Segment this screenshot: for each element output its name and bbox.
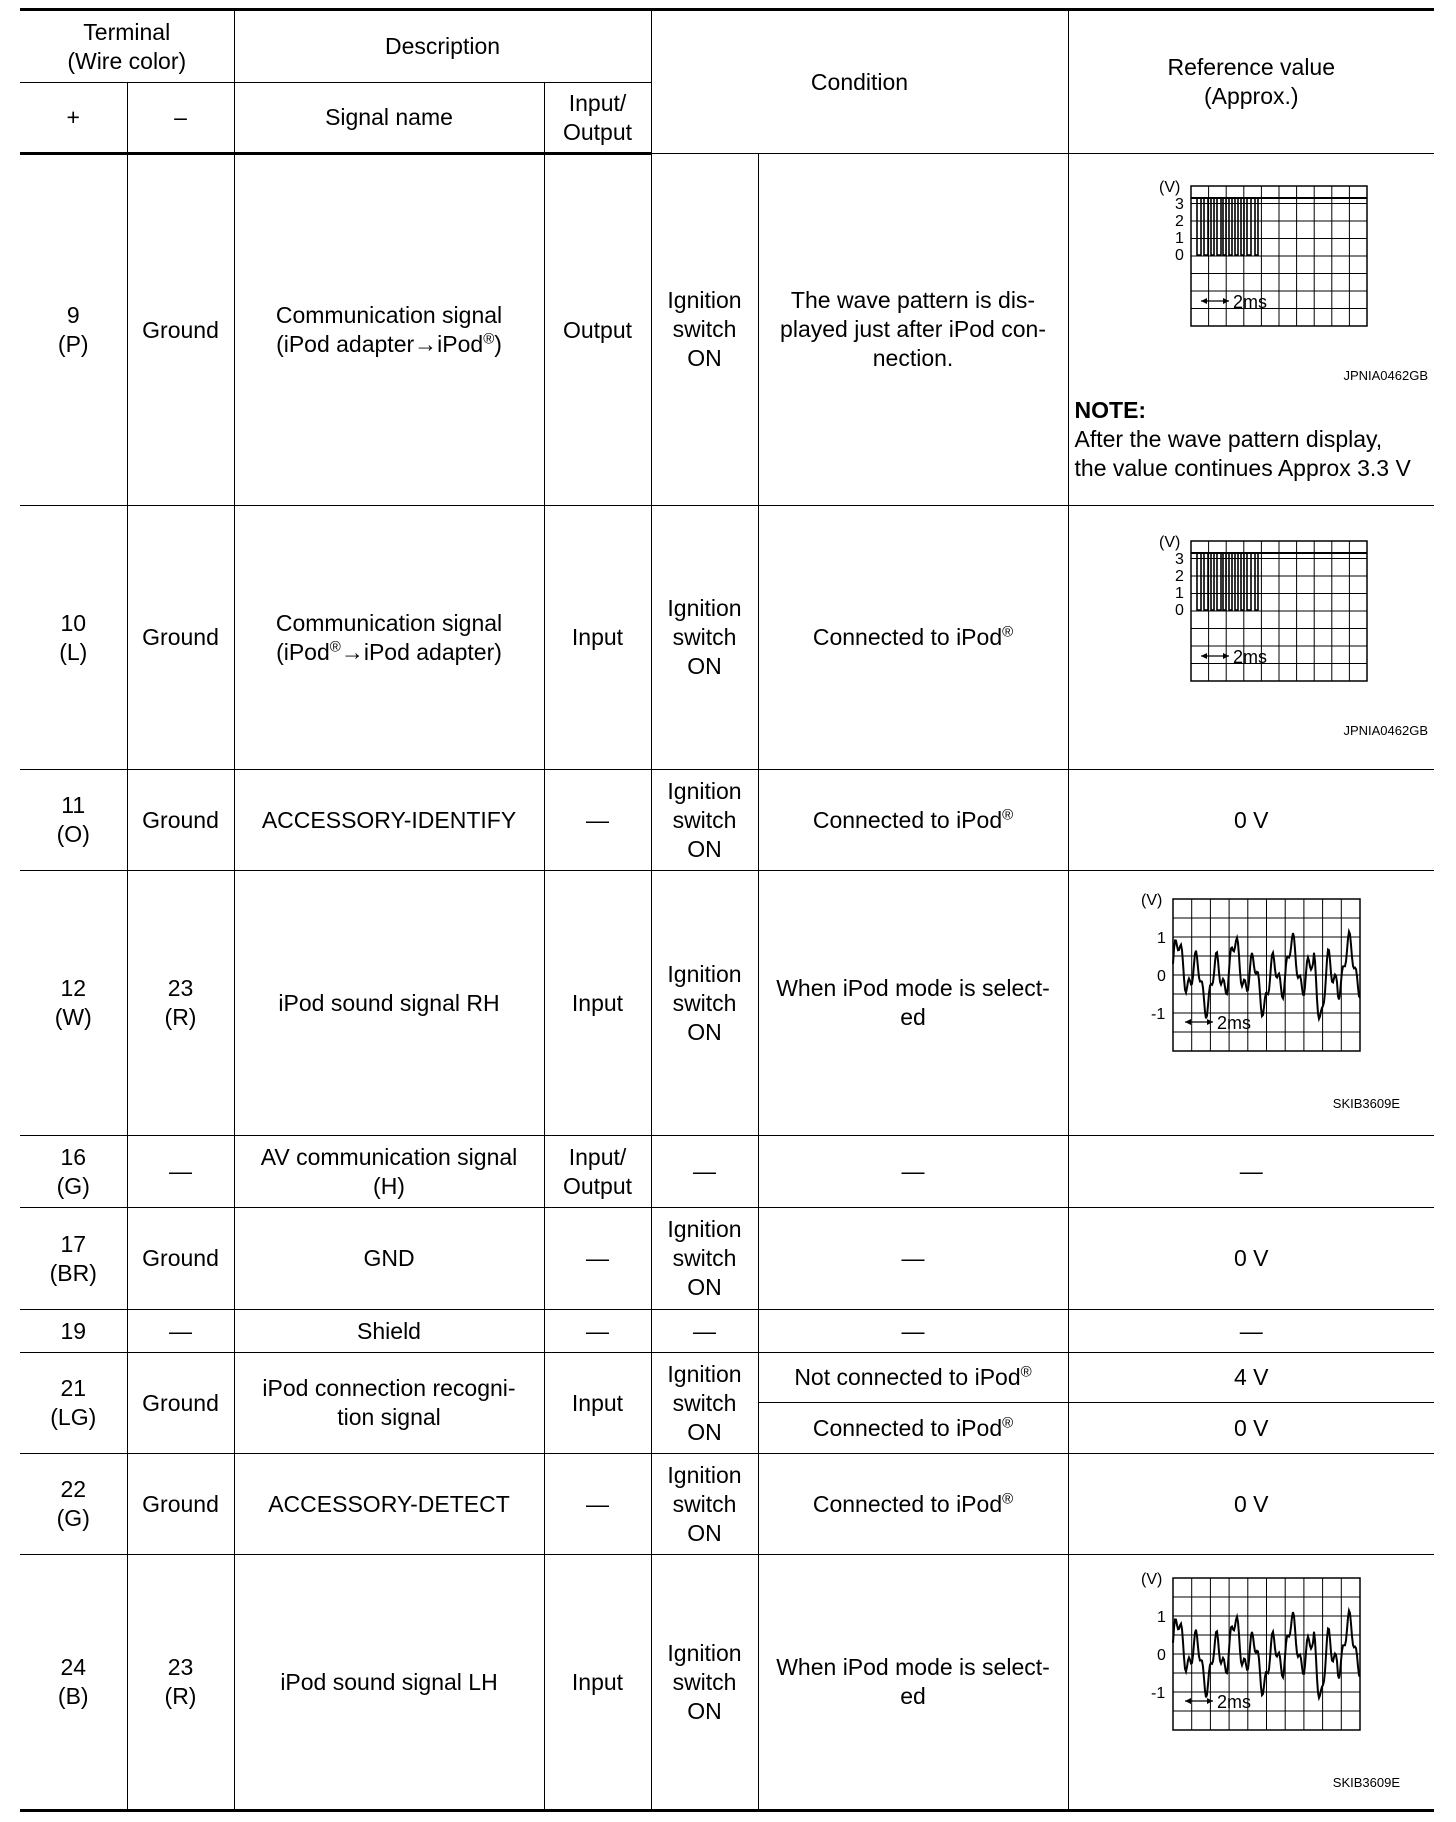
condition-state: Ignition switch ON: [651, 154, 758, 506]
header-reference-value: Reference value (Approx.): [1068, 10, 1434, 154]
time-scale-arrow: [1185, 1019, 1191, 1025]
input-output: Input: [544, 871, 651, 1136]
table-row: [20, 1136, 1434, 1208]
condition-detail: Not connected to iPod®: [758, 1353, 1068, 1403]
condition-detail: Connected to iPod®: [758, 506, 1068, 770]
table-row: [20, 1555, 1434, 1811]
input-output: Input/ Output: [544, 1136, 651, 1208]
table-row: [20, 871, 1434, 1136]
audio-waveform-graph: [1121, 1568, 1381, 1758]
signal-name: GND: [234, 1208, 544, 1310]
signal-name: ACCESSORY-DETECT: [234, 1454, 544, 1555]
signal-name: iPod sound signal LH: [234, 1555, 544, 1811]
y-tick-label: 2: [1175, 213, 1185, 230]
terminal-minus: Ground: [127, 154, 234, 506]
reference-value: 4 V: [1068, 1353, 1434, 1403]
figure-code: JPNIA0462GB: [1343, 368, 1429, 383]
note-text: After the wave pattern display, the value continues Approx 3.3 V: [1074, 426, 1411, 481]
figure-code: SKIB3609E: [1332, 1774, 1401, 1790]
header-input-output: Input/ Output: [544, 83, 651, 154]
terminal-minus: Ground: [127, 1208, 234, 1310]
reference-value: [1068, 506, 1434, 770]
reference-value: 0 V: [1068, 1454, 1434, 1555]
condition-state: Ignition switch ON: [651, 1555, 758, 1811]
signal-name: ACCESSORY-IDENTIFY: [234, 770, 544, 871]
header-description: Description: [234, 10, 651, 83]
condition-detail: Connected to iPod®: [758, 1454, 1068, 1555]
y-tick-label: 3: [1175, 196, 1185, 213]
signal-name: iPod sound signal RH: [234, 871, 544, 1136]
terminal-plus: 10 (L): [20, 506, 127, 770]
terminal-minus: —: [127, 1310, 234, 1353]
reference-value: [1068, 154, 1434, 506]
table-row: [20, 154, 1434, 506]
terminal-minus: Ground: [127, 1353, 234, 1454]
terminal-plus: 11 (O): [20, 770, 127, 871]
condition-state: Ignition switch ON: [651, 506, 758, 770]
header-terminal: Terminal (Wire color): [20, 10, 234, 83]
terminal-plus: 21 (LG): [20, 1353, 127, 1454]
y-tick-label: 0: [1157, 1646, 1167, 1664]
terminal-minus: 23 (R): [127, 871, 234, 1136]
input-output: —: [544, 1454, 651, 1555]
reference-value: —: [1068, 1136, 1434, 1208]
y-axis-unit: (V): [1141, 1570, 1163, 1588]
signal-name: Communication signal (iPod adapter→iPod®): [234, 154, 544, 506]
condition-state: Ignition switch ON: [651, 770, 758, 871]
table-row: [20, 1208, 1434, 1310]
input-output: —: [544, 1310, 651, 1353]
input-output: —: [544, 1208, 651, 1310]
terminal-minus: Ground: [127, 770, 234, 871]
y-tick-label: 0: [1175, 247, 1185, 264]
time-scale-label: 2ms: [1217, 1691, 1252, 1712]
y-tick-label: 0: [1175, 601, 1185, 619]
reference-value: 0 V: [1068, 770, 1434, 871]
condition-state: Ignition switch ON: [651, 1208, 758, 1310]
terminal-minus: 23 (R): [127, 1555, 234, 1811]
note-title: NOTE:: [1074, 397, 1147, 423]
input-output: Input: [544, 1555, 651, 1811]
y-tick-label: 2: [1175, 567, 1185, 585]
terminal-plus: 17 (BR): [20, 1208, 127, 1310]
terminal-spec-table: [20, 8, 1434, 1812]
terminal-plus: 19: [20, 1310, 127, 1353]
condition-detail: Connected to iPod®: [758, 1403, 1068, 1454]
reference-value: [1068, 871, 1434, 1136]
table-row: [20, 770, 1434, 871]
table-row: [20, 1454, 1434, 1555]
time-scale-arrow: [1185, 1698, 1191, 1704]
reference-value: —: [1068, 1310, 1434, 1353]
terminal-plus: 24 (B): [20, 1555, 127, 1811]
input-output: Input: [544, 1353, 651, 1454]
condition-state: Ignition switch ON: [651, 1353, 758, 1454]
reference-value: 0 V: [1068, 1208, 1434, 1310]
figure-code: SKIB3609E: [1332, 1095, 1401, 1111]
condition-detail: Connected to iPod®: [758, 770, 1068, 871]
condition-state: —: [651, 1136, 758, 1208]
y-tick-label: -1: [1151, 1005, 1166, 1023]
condition-detail: When iPod mode is select- ed: [758, 871, 1068, 1136]
header-signal-name: Signal name: [234, 83, 544, 154]
condition-detail: The wave pattern is dis- played just after iPod con- nection.: [758, 154, 1068, 506]
terminal-plus: 12 (W): [20, 871, 127, 1136]
signal-name: Communication signal (iPod®→iPod adapter): [234, 506, 544, 770]
input-output: Input: [544, 506, 651, 770]
condition-state: —: [651, 1310, 758, 1353]
condition-detail: —: [758, 1310, 1068, 1353]
terminal-minus: Ground: [127, 1454, 234, 1555]
table-row: [20, 1353, 1434, 1403]
y-tick-label: 0: [1157, 967, 1167, 985]
condition-state: Ignition switch ON: [651, 871, 758, 1136]
header-condition: Condition: [651, 10, 1068, 154]
y-axis-unit: (V): [1159, 533, 1181, 551]
reference-value: 0 V: [1068, 1403, 1434, 1454]
time-scale-label: 2ms: [1233, 646, 1268, 667]
terminal-minus: Ground: [127, 506, 234, 770]
signal-name: AV communication signal (H): [234, 1136, 544, 1208]
y-tick-label: 3: [1175, 550, 1185, 568]
table-row: [20, 506, 1434, 770]
figure-code: JPNIA0462GB: [1343, 722, 1429, 738]
header-plus: +: [20, 83, 127, 154]
terminal-plus: 22 (G): [20, 1454, 127, 1555]
y-tick-label: -1: [1151, 1684, 1166, 1702]
terminal-plus: 16 (G): [20, 1136, 127, 1208]
y-tick-label: 1: [1175, 230, 1185, 247]
digital-waveform-graph: [1131, 176, 1371, 351]
header-minus: –: [127, 83, 234, 154]
condition-state: Ignition switch ON: [651, 1454, 758, 1555]
condition-detail: —: [758, 1136, 1068, 1208]
time-scale-arrow: [1201, 298, 1207, 304]
signal-pulse-burst: [1191, 198, 1258, 255]
input-output: —: [544, 770, 651, 871]
condition-detail: When iPod mode is select- ed: [758, 1555, 1068, 1811]
terminal-plus: 9 (P): [20, 154, 127, 506]
signal-name: iPod connection recogni- tion signal: [234, 1353, 544, 1454]
y-tick-label: 1: [1157, 1608, 1167, 1626]
table-row: [20, 1310, 1434, 1353]
time-scale-label: 2ms: [1233, 292, 1268, 312]
y-axis-unit: (V): [1159, 179, 1181, 196]
signal-pulse-burst: [1191, 553, 1258, 610]
y-axis-unit: (V): [1141, 891, 1163, 909]
y-tick-label: 1: [1175, 584, 1185, 602]
digital-waveform-graph: [1131, 531, 1371, 706]
audio-waveform-graph: [1121, 889, 1381, 1079]
time-scale-arrow: [1201, 653, 1207, 659]
time-scale-label: 2ms: [1217, 1012, 1252, 1033]
y-tick-label: 1: [1157, 929, 1167, 947]
signal-name: Shield: [234, 1310, 544, 1353]
reference-value: [1068, 1555, 1434, 1811]
terminal-minus: —: [127, 1136, 234, 1208]
input-output: Output: [544, 154, 651, 506]
condition-detail: —: [758, 1208, 1068, 1310]
